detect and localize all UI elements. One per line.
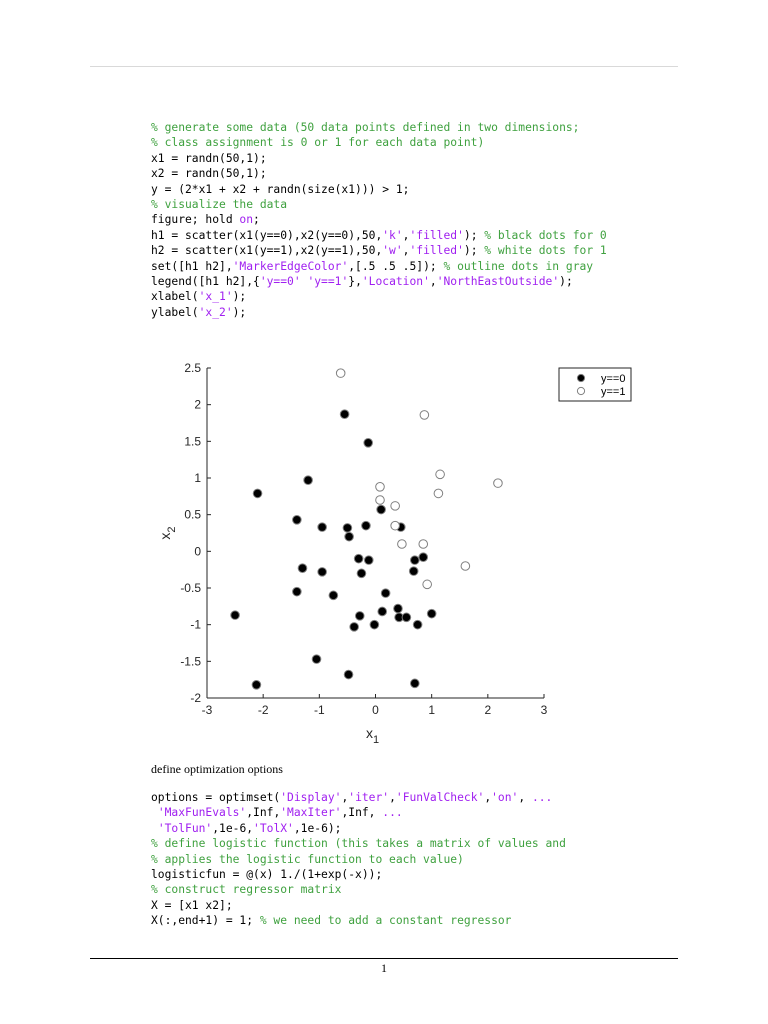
code-token [151,822,158,835]
code-token: xlabel( [151,290,199,304]
data-point-y0 [357,569,366,578]
code-token: , [402,228,410,242]
code-token: h1 = scatter(x1(y==0),x2(y==0),50, [151,228,383,242]
x-tick-label: -2 [257,703,269,717]
data-point-y0 [252,681,261,690]
code-line [151,867,566,882]
code-token: X = [x1 x2]; [151,898,233,912]
scatter-plot [150,360,650,750]
data-point-y1 [434,489,443,498]
data-point-y1 [398,540,407,549]
code-token: ,[.5 .5 .5]); [348,259,444,273]
y-tick-label: 1.5 [184,434,201,449]
plot-axes [157,361,548,746]
code-token: ,Inf, [246,806,281,820]
data-point-y0 [304,476,313,485]
data-point-y1 [376,483,385,492]
code-token: , [389,791,396,804]
code-line [151,274,607,289]
data-point-y0 [340,410,349,419]
code-line [151,151,607,166]
data-point-y0 [419,553,428,562]
x-tick-label: 1 [428,703,436,717]
code-token: 'MarkerEdgeColor' [232,259,349,273]
code-token: 'on' [491,791,519,804]
code-token: ); [463,228,485,242]
data-point-y0 [344,670,353,679]
data-point-y0 [411,679,420,688]
data-point-y0 [413,620,422,629]
code-line [151,852,566,867]
code-line [151,166,607,181]
code-line [151,289,607,304]
data-point-y0 [343,524,352,533]
code-line [151,913,566,928]
data-point-y0 [364,556,373,565]
code-token: % outline dots in gray [443,259,594,273]
data-point-y1 [391,521,400,530]
code-token: ,1e-6, [212,821,254,835]
code-token: ... [382,806,403,820]
code-block-generate-data [151,120,607,320]
code-token: % construct regressor matrix [151,883,342,897]
code-line [151,821,566,836]
data-point-y0 [402,613,411,622]
code-token: x1 = randn(50,1); [151,151,267,165]
y-tick-label: -2 [190,691,201,705]
code-token: ); [232,290,247,304]
code-line [151,135,607,150]
code-line [151,182,607,197]
code-token: ; [253,213,260,227]
data-point-y0 [394,604,403,613]
code-token: , [341,791,349,804]
x-tick-label: 0 [372,703,379,717]
code-token: % generate some data (50 data points defined in two dimensions; [151,121,580,134]
footer-rule [90,958,678,959]
data-point-y1 [461,562,470,571]
code-token: y = (2*x1 + x2 + randn(size(x1))) > 1; [151,182,410,196]
code-token: 'w' [382,244,403,258]
code-line [151,882,566,897]
y-axis-label-main: x [157,532,173,540]
code-token: 'MaxFunEvals' [157,806,247,820]
code-token: 'iter' [348,791,390,804]
code-token: ,1e-6); [293,821,342,835]
y-tick-label: -1.5 [180,654,201,669]
code-token: % black dots for 0 [484,228,607,242]
code-token: ylabel( [151,305,199,319]
code-line [151,305,607,320]
legend-label: y==1 [601,386,626,398]
data-point-y0 [253,489,262,498]
code-token: % white dots for 1 [484,244,607,258]
code-token: ); [559,274,573,288]
data-point-y0 [377,505,386,514]
plot-legend [559,368,631,401]
y-tick-label: 1 [194,471,201,485]
code-token: h2 = scatter(x1(y==1),x2(y==1),50, [151,244,383,258]
code-token: 'y==1' [307,274,349,288]
code-token: 'TolX' [253,821,294,835]
code-token: 'Display' [280,791,342,804]
code-token: % class assignment is 0 or 1 for each data point) [151,136,485,150]
code-token: 'NorthEastOutside' [436,274,560,288]
code-block-optimization-options [151,790,566,929]
code-token: % define logistic function (this takes a matrix of values and [151,837,566,851]
y-tick-label: -1 [190,617,201,632]
code-token: 'k' [382,228,403,242]
data-point-y0 [364,439,373,448]
data-point-y1 [420,411,429,420]
data-point-y0 [409,567,418,576]
page-number: 1 [381,961,387,975]
code-token: 'y==0' [259,274,301,288]
code-line [151,120,607,135]
code-token: ); [463,244,485,258]
x-axis-label-main: x [365,725,373,741]
code-token: 'MaxIter' [280,806,342,820]
data-point-y1 [436,470,445,479]
data-point-y0 [381,589,390,598]
code-token: 'x_2' [198,305,233,319]
x-axis-label-sub: 1 [372,734,380,746]
x-axis-label [366,725,379,746]
code-token: , [402,244,410,258]
x-tick-label: 3 [540,703,548,717]
code-token: , [429,274,437,288]
code-token: 'filled' [409,228,464,242]
data-point-y0 [370,620,379,629]
data-point-y0 [362,521,371,530]
code-token: 'TolFun' [157,821,213,835]
data-point-y0 [329,591,338,600]
code-token: X(:,end+1) = 1; [151,914,260,928]
x-tick-label: -1 [313,703,325,717]
plot-points [231,369,502,689]
code-token: 'filled' [409,244,464,258]
data-point-y0 [378,607,387,616]
data-point-y1 [494,479,503,488]
data-point-y1 [376,496,385,505]
data-point-y0 [312,655,321,664]
y-axis-label [157,526,178,539]
code-line [151,805,566,820]
y-tick-label: 0 [194,544,201,559]
code-token [151,806,158,819]
code-token: 'FunValCheck' [395,791,485,804]
data-point-y1 [336,369,345,378]
code-token: }, [348,274,362,288]
x-tick-label: 2 [484,703,492,717]
data-point-y1 [391,502,400,511]
code-token: ); [232,305,247,319]
code-token: % we need to add a constant regressor [259,914,512,928]
code-token: 'Location' [361,274,430,288]
code-line [151,243,607,258]
data-point-y1 [423,580,432,589]
data-point-y1 [419,540,428,549]
y-tick-label: 0.5 [184,507,201,522]
y-tick-label: 2.5 [184,361,201,375]
code-token: set([h1 h2], [151,259,233,273]
code-token: % applies the logistic function to each value) [151,852,464,866]
code-token: on [239,213,254,227]
code-token: 'x_1' [198,290,233,304]
code-token: figure; hold [151,213,240,227]
code-token: , [518,791,532,804]
data-point-y0 [293,516,302,525]
data-point-y0 [318,568,327,577]
code-line [151,836,566,851]
code-token: x2 = randn(50,1); [151,167,267,181]
code-token: % visualize the data [151,197,288,211]
data-point-y0 [355,612,364,621]
code-token: ... [531,791,553,804]
code-token: ,Inf, [341,806,383,820]
legend-marker [577,374,584,381]
code-line [151,259,607,274]
code-line [151,228,607,243]
y-axis-label-sub: 2 [166,526,178,533]
y-tick-label: -0.5 [180,581,201,595]
data-point-y0 [293,587,302,596]
code-token: options = optimset( [151,791,281,804]
header-rule [90,66,678,67]
code-line [151,898,566,913]
data-point-y0 [350,623,359,632]
data-point-y0 [354,554,363,563]
code-line [151,790,566,805]
data-point-y0 [298,564,307,573]
legend-label: y==0 [601,373,626,385]
data-point-y0 [231,611,240,620]
data-point-y0 [345,532,354,541]
code-token: logisticfun = @(x) 1./(1+exp(-x)); [151,867,383,881]
data-point-y0 [411,556,420,565]
code-line [151,212,607,227]
prose-text: define optimization options [151,762,283,776]
code-token: legend([h1 h2],{ [151,274,260,288]
code-token: , [484,791,492,804]
data-point-y0 [318,523,327,532]
x-tick-label: -3 [201,703,213,717]
data-point-y0 [427,609,436,618]
y-tick-label: 2 [194,397,201,412]
legend-marker [577,387,584,394]
code-line [151,197,607,212]
